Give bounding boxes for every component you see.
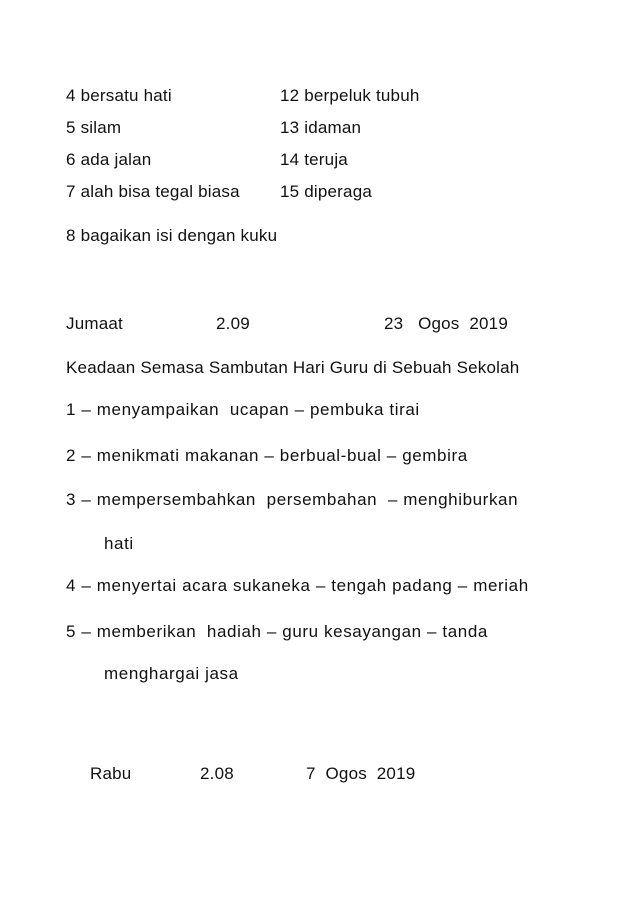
entry1-point-5: 5 – memberikan hadiah – guru kesayangan – tanda — [66, 622, 488, 641]
entry1-point-5-cont: menghargai jasa — [104, 664, 239, 683]
entry2-day: Rabu — [90, 764, 132, 783]
vocab-item-7: 7 alah bisa tegal biasa — [66, 182, 240, 201]
entry1-point-3: 3 – mempersembahkan persembahan – menghiburkan — [66, 490, 519, 509]
vocab-item-14: 14 teruja — [280, 150, 348, 169]
vocab-item-8: 8 bagaikan isi dengan kuku — [66, 226, 278, 245]
entry1-day: Jumaat — [66, 314, 123, 333]
vocab-item-4: 4 bersatu hati — [66, 86, 172, 105]
vocab-item-13: 13 idaman — [280, 118, 362, 137]
vocab-item-12: 12 berpeluk tubuh — [280, 86, 420, 105]
entry1-point-2: 2 – menikmati makanan – berbual-bual – gembira — [66, 446, 468, 465]
entry1-point-3-cont: hati — [104, 534, 134, 553]
entry1-point-1: 1 – menyampaikan ucapan – pembuka tirai — [66, 400, 420, 419]
entry2-time: 2.08 — [200, 764, 234, 783]
entry1-point-4: 4 – menyertai acara sukaneka – tengah padang – meriah — [66, 576, 529, 595]
vocab-item-15: 15 diperaga — [280, 182, 372, 201]
entry2-date: 7 Ogos 2019 — [306, 764, 416, 783]
vocab-item-5: 5 silam — [66, 118, 122, 137]
entry1-time: 2.09 — [216, 314, 250, 333]
entry1-date: 23 Ogos 2019 — [384, 314, 508, 333]
entry1-title: Keadaan Semasa Sambutan Hari Guru di Sebuah Sekolah — [66, 358, 520, 377]
vocab-item-6: 6 ada jalan — [66, 150, 152, 169]
